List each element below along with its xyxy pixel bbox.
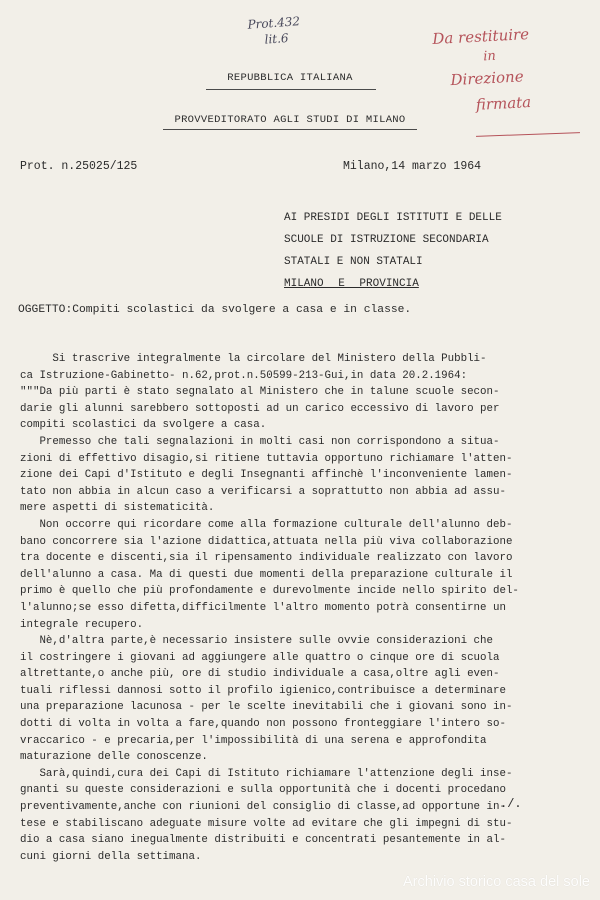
body-line: tra docente e discenti,sia il ripensamento individuale realizzato con lavoro — [20, 552, 513, 565]
header-rule — [206, 89, 376, 90]
protocol-number: Prot. n.25025/125 — [20, 160, 138, 173]
archive-watermark: Archivio storico casa del sole — [403, 874, 590, 890]
body-line: zioni di effettivo disagio,si ritiene tuttavia opportuno richiamare l'atten- — [20, 452, 513, 465]
handwritten-protocol-line: Prot.432 — [247, 14, 301, 32]
body-line: tato non abbia in alcun caso a verificarsi a soprattutto non abbia ad assu- — [20, 485, 506, 498]
body-line: Si trascrive integralmente la circolare del Ministero della Pubbli- — [20, 353, 487, 365]
body-line: mere aspetti di sistematicità. — [20, 502, 215, 515]
addressee-block — [284, 207, 502, 295]
handwritten-note-line: in — [482, 48, 497, 65]
body-line: vraccarico - e precaria,per l'impossibilità di una serena e approfondita — [20, 734, 487, 747]
body-line: Nè,d'altra parte,è necessario insistere sulle ovvie considerazioni che — [20, 635, 493, 648]
addressee-line-underlined: MILANO E PROVINCIA — [284, 278, 419, 290]
handwritten-protocol-line: lit.6 — [264, 31, 289, 47]
body-line: bano concorrere sia l'azione didattica,attuata nella più viva collaborazione — [20, 535, 513, 548]
header-rule — [163, 129, 417, 130]
handwritten-note-line: Da restituire — [431, 24, 530, 49]
place-date: Milano,14 marzo 1964 — [343, 160, 482, 173]
addressee-line: STATALI E NON STATALI — [284, 256, 423, 268]
body-line: """Da più parti è stato segnalato al Ministero che in talune scuole secon- — [20, 386, 500, 399]
body-line: dio a casa siano inegualmente distribuiti e concentrati pesantemente in al- — [20, 834, 506, 847]
header-office: PROVVEDITORATO AGLI STUDI DI MILANO — [174, 114, 406, 126]
header-republic: REPUBBLICA ITALIANA — [227, 72, 353, 84]
handwritten-underline — [476, 132, 580, 137]
body-line: una preparazione lacunosa - per le scelte inevitabili che i giovani sono in- — [20, 701, 513, 714]
body-line: Sarà,quindi,cura dei Capi di Istituto richiamare l'attenzione degli inse- — [20, 767, 513, 780]
body-line: dell'alunno a casa. Ma di questi due momenti della preparazione culturale il — [20, 568, 513, 581]
body-line: integrale recupero. — [20, 618, 144, 631]
letter-body — [20, 351, 580, 865]
subject-line: OGGETTO:Compiti scolastici da svolgere a casa e in classe. — [18, 304, 412, 316]
body-line: tese e stabiliscano adeguate misure volte ad evitare che gli impegni di stu- — [20, 817, 513, 830]
body-line: preventivamente,anche con riunioni del consiglio di classe,ad opportune in- — [20, 801, 506, 814]
handwritten-note-line: firmata — [475, 92, 532, 114]
continuation-mark: ./. — [500, 797, 522, 811]
body-line: gnanti su queste considerazioni e sulla opportunità che i docenti procedano — [20, 784, 506, 797]
body-line: altrettante,o anche più, ore di studio individuale a casa,oltre agli even- — [20, 668, 500, 681]
body-line: zione dei Capi d'Istituto e degli Insegnanti affinchè l'inconveniente lamen- — [20, 469, 513, 482]
body-line: ca Istruzione-Gabinetto- n.62,prot.n.50599-213-Gui,in data 20.2.1964: — [20, 369, 468, 382]
body-line: l'alunno;se esso difetta,difficilmente l'altro momento potrà consentirne un — [20, 601, 506, 614]
body-line: Premesso che tali segnalazioni in molti casi non corrispondono a situa- — [20, 435, 500, 448]
addressee-line: AI PRESIDI DEGLI ISTITUTI E DELLE — [284, 212, 502, 224]
handwritten-note-line: Direzione — [450, 67, 525, 90]
body-line: il costringere i giovani ad aggiungere alle quattro o cinque ore di scuola — [20, 651, 500, 664]
body-line: primo è quello che più profondamente e durevolmente incide nello spirito del- — [20, 585, 519, 598]
body-line: dotti di volta in volta a fare,quando non possono fronteggiare l'intero so- — [20, 718, 506, 731]
body-line: tuali riflessi dannosi sotto il profilo igienico,contribuisce a determinare — [20, 684, 506, 697]
handwritten-protocol-mark — [247, 11, 329, 49]
body-line: darie gli alunni sarebbero sottoposti ad un carico eccessivo di lavoro per — [20, 402, 500, 415]
body-line: Non occorre qui ricordare come alla formazione culturale dell'alunno deb- — [20, 518, 513, 531]
addressee-line: SCUOLE DI ISTRUZIONE SECONDARIA — [284, 234, 489, 246]
body-line: cuni giorni della settimana. — [20, 850, 202, 863]
handwritten-note — [426, 18, 596, 121]
body-line: maturazione delle conoscenze. — [20, 751, 208, 764]
body-line: compiti scolastici da svolgere a casa. — [20, 419, 267, 432]
